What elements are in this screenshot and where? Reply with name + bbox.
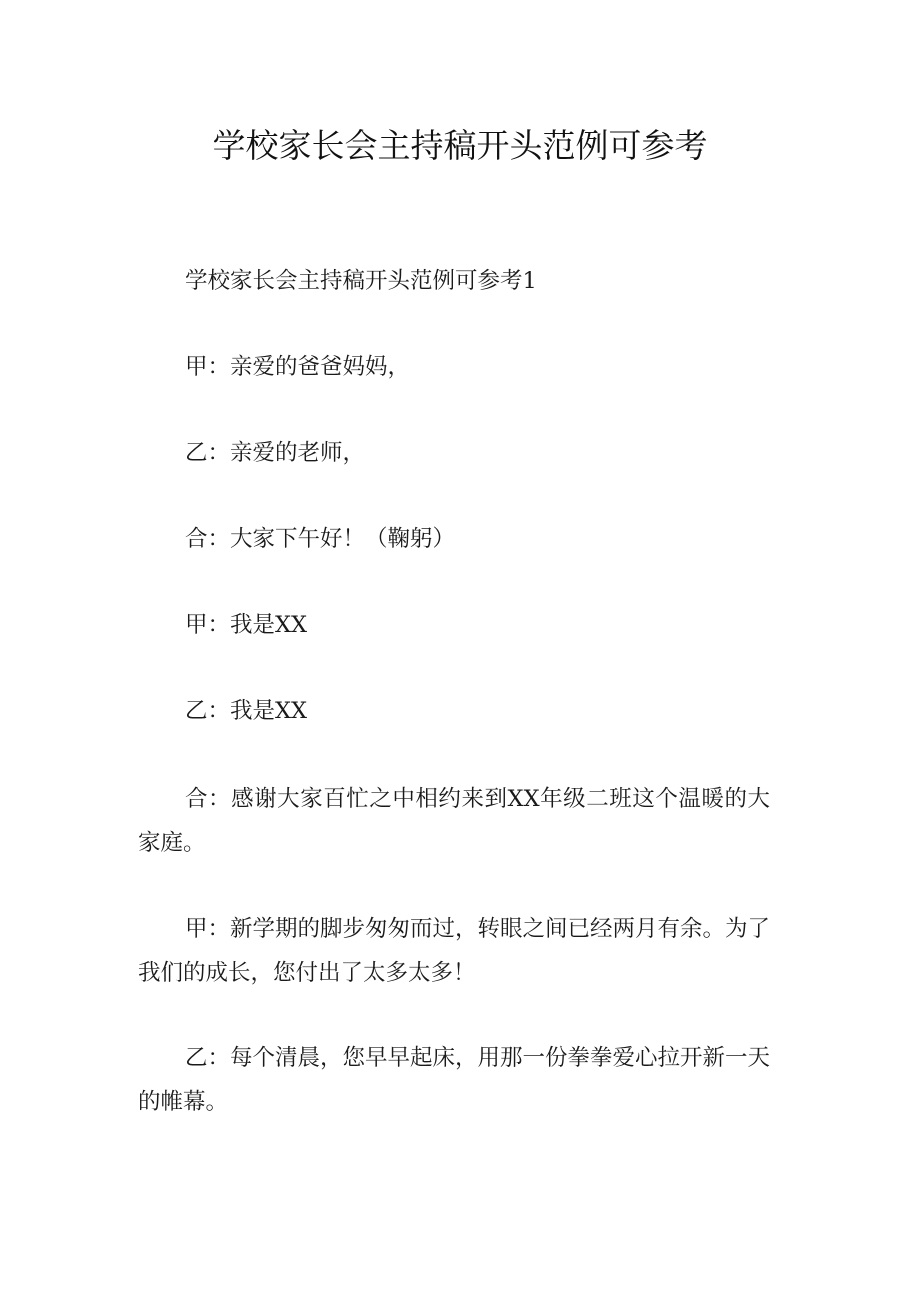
- paragraph: 合：感谢大家百忙之中相约来到XX年级二班这个温暖的大家庭。: [138, 786, 770, 856]
- paragraph: 甲：新学期的脚步匆匆而过，转眼之间已经两月有余。为了我们的成长，您付出了太多太多！: [138, 916, 771, 986]
- paragraph: 乙：我是XX: [185, 698, 308, 724]
- paragraph: 合：大家下午好！（鞠躬）: [185, 526, 456, 552]
- paragraph: 乙：每个清晨，您早早起床，用那一份拳拳爱心拉开新一天的帷幕。: [138, 1045, 771, 1115]
- paragraph: 甲：我是XX: [185, 612, 308, 638]
- paragraph: 甲：亲爱的爸爸妈妈，: [185, 354, 411, 380]
- paragraph: 乙：亲爱的老师，: [185, 440, 366, 466]
- document-title: 学校家长会主持稿开头范例可参考: [212, 126, 708, 165]
- section-heading: 学校家长会主持稿开头范例可参考1: [185, 268, 537, 294]
